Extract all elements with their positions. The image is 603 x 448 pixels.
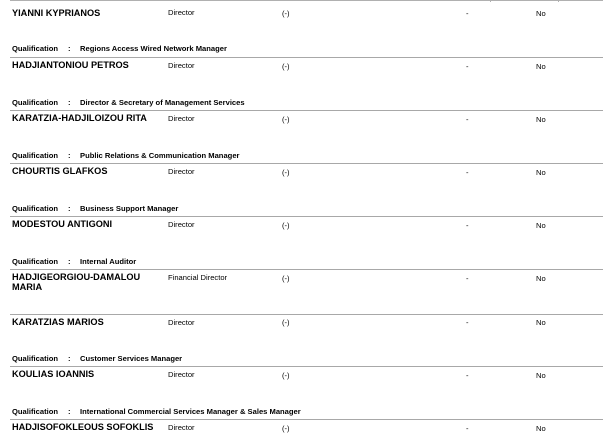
director-name: MODESTOU ANTIGONI (12, 219, 113, 229)
qualification-separator: : (68, 98, 71, 107)
qualification-separator: : (68, 151, 71, 160)
qualification-label: Qualification (12, 98, 58, 107)
qualification-value: Internal Auditor (80, 257, 137, 266)
director-dash: - (466, 62, 469, 71)
top-edge (0, 0, 603, 2)
director-paren: (-) (282, 318, 290, 327)
row-separator (10, 57, 603, 58)
director-paren: (-) (282, 274, 290, 283)
director-flag: No (536, 274, 546, 283)
director-paren: (-) (282, 168, 290, 177)
qualification-line (12, 257, 136, 266)
qualification-value: Business Support Manager (80, 204, 179, 213)
director-dash: - (466, 318, 469, 327)
director-flag: No (536, 62, 546, 71)
director-role: Director (168, 61, 195, 70)
director-paren: (-) (282, 221, 290, 230)
qualification-line (12, 98, 245, 107)
qualification-label: Qualification (12, 354, 58, 363)
director-paren: (-) (282, 371, 290, 380)
director-name: HADJIANTONIOU PETROS (12, 60, 129, 70)
row-separator (10, 110, 603, 111)
director-paren: (-) (282, 9, 290, 18)
director-role: Financial Director (168, 273, 228, 282)
director-flag: No (536, 168, 546, 177)
director-role: Director (168, 370, 195, 379)
director-name: KARATZIA-HADJILOIZOU RITA (12, 113, 147, 123)
row-separator (10, 163, 603, 164)
director-paren: (-) (282, 115, 290, 124)
row-separator (10, 269, 603, 270)
director-name: YIANNI KYPRIANOS (12, 8, 101, 18)
qualification-label: Qualification (12, 204, 58, 213)
row-separator (10, 419, 603, 420)
qualification-line (12, 204, 178, 213)
director-flag: No (536, 115, 546, 124)
director-dash: - (466, 424, 469, 433)
director-dash: - (466, 168, 469, 177)
director-role: Director (168, 167, 195, 176)
row-separator (10, 314, 603, 315)
qualification-separator: : (68, 204, 71, 213)
director-role: Director (168, 318, 195, 327)
qualification-label: Qualification (12, 151, 58, 160)
qualification-line (12, 407, 301, 416)
director-flag: No (536, 9, 546, 18)
qualification-value: Customer Services Manager (80, 354, 183, 363)
column-tick (558, 0, 559, 2)
qualification-value: International Commercial Services Manager & Sales Manager (80, 407, 301, 416)
qualification-separator: : (68, 354, 71, 363)
qualification-label: Qualification (12, 257, 58, 266)
director-dash: - (466, 371, 469, 380)
director-name: HADJIGEORGIOU-DAMALOU MARIA (12, 272, 141, 292)
qualification-line (12, 354, 182, 363)
director-dash: - (466, 115, 469, 124)
qualification-label: Qualification (12, 407, 58, 416)
qualification-line (12, 44, 227, 53)
qualification-label: Qualification (12, 44, 58, 53)
column-tick (490, 0, 491, 2)
director-name: CHOURTIS GLAFKOS (12, 166, 108, 176)
director-dash: - (466, 9, 469, 18)
director-name: KOULIAS IOANNIS (12, 369, 95, 379)
qualification-separator: : (68, 44, 71, 53)
row-separator (10, 216, 603, 217)
director-role: Director (168, 220, 195, 229)
director-name: HADJISOFOKLEOUS SOFOKLIS (12, 422, 154, 432)
director-role: Director (168, 423, 195, 432)
row-separator (10, 366, 603, 367)
qualification-separator: : (68, 407, 71, 416)
qualification-line (12, 151, 240, 160)
qualification-separator: : (68, 257, 71, 266)
director-paren: (-) (282, 424, 290, 433)
qualification-value: Public Relations & Communication Manager (80, 151, 240, 160)
director-flag: No (536, 318, 546, 327)
director-dash: - (466, 274, 469, 283)
director-flag: No (536, 221, 546, 230)
director-paren: (-) (282, 62, 290, 71)
director-role: Director (168, 8, 195, 17)
director-flag: No (536, 424, 546, 433)
director-name: KARATZIAS MARIOS (12, 317, 104, 327)
director-flag: No (536, 371, 546, 380)
qualification-value: Regions Access Wired Network Manager (80, 44, 227, 53)
qualification-value: Director & Secretary of Management Services (80, 98, 245, 107)
director-dash: - (466, 221, 469, 230)
top-rule (10, 0, 603, 1)
director-role: Director (168, 114, 195, 123)
